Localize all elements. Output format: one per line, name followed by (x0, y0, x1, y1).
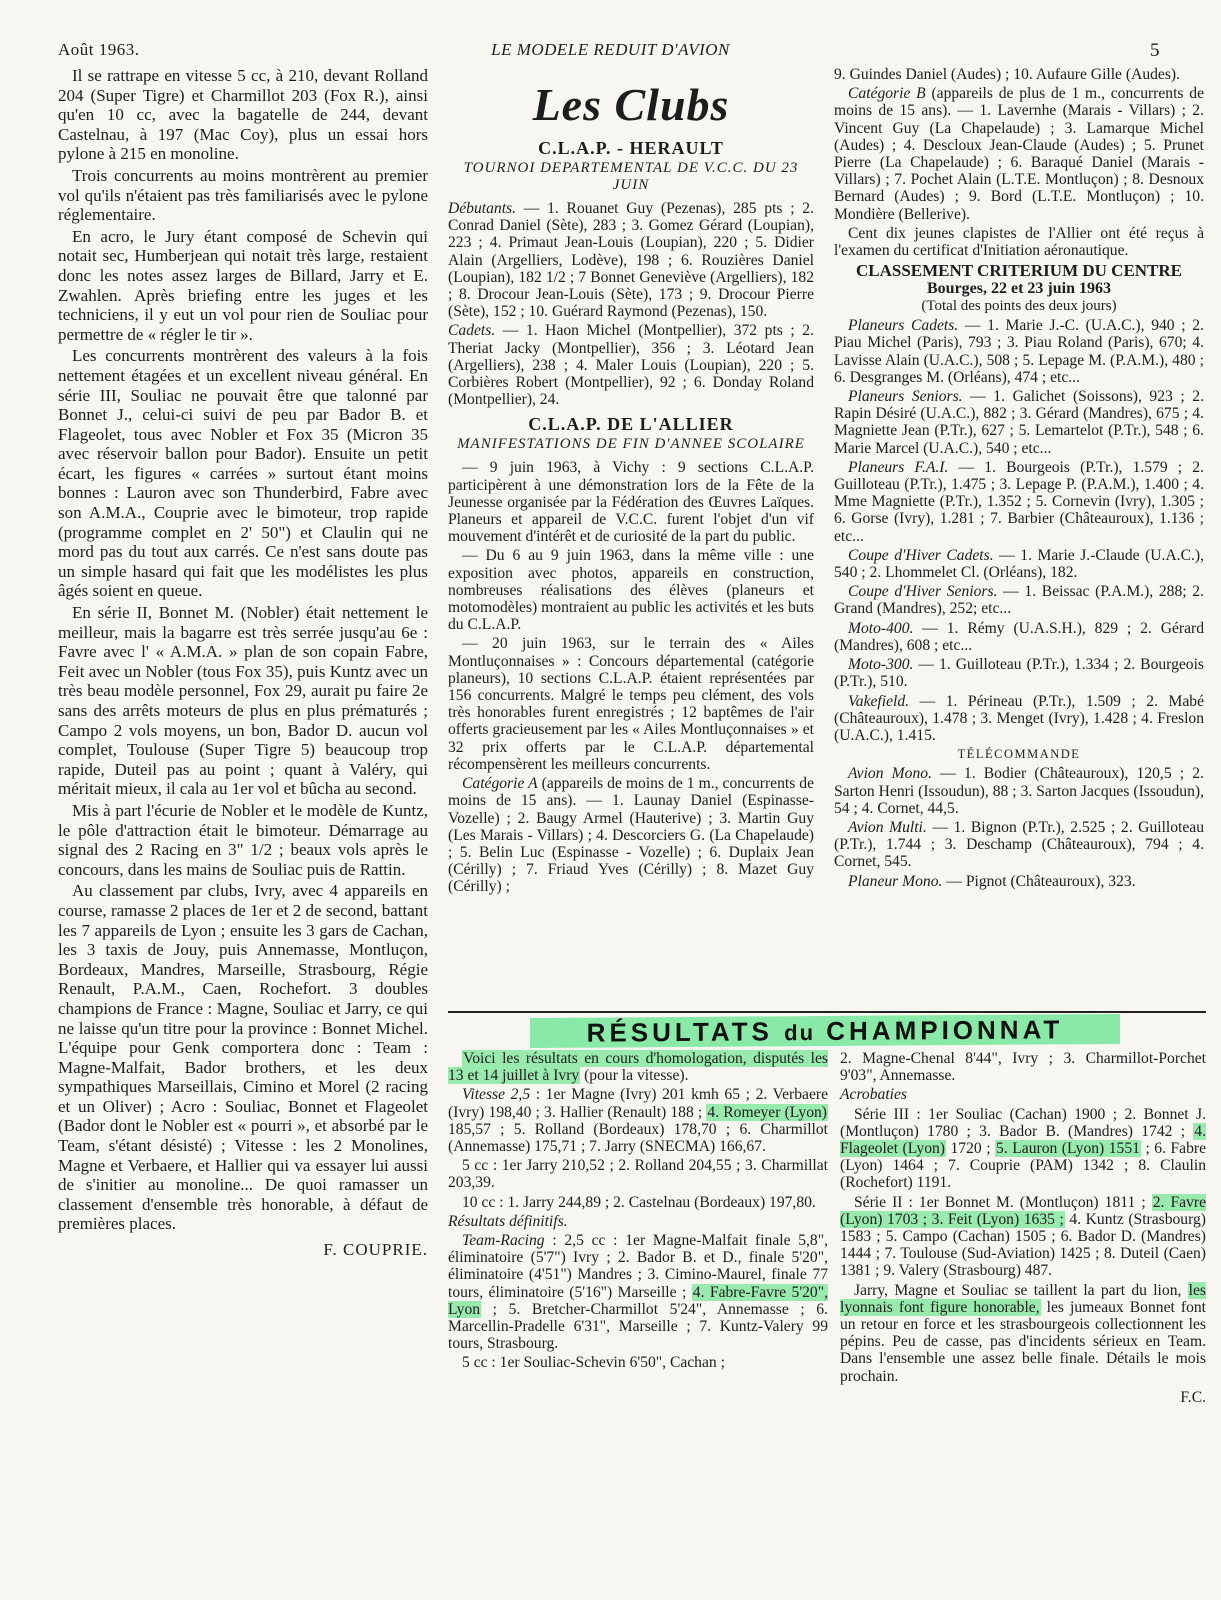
paragraph: Trois concurrents au moins montrèrent au premier vol qu'ils n'étaient pas très familiarisés avec le pylone réglementaire. (58, 165, 428, 225)
results-planeurs-seniors: Planeurs Seniors. — 1. Galichet (Soissons), 923 ; 2. Rapin Désiré (U.A.C.), 882 ; 3. Gérard (Mandres), 675 ; 4. Magniette Jean (P.Tr.), 627 ; 5. Lemartelot (P.Tr.), 548 ; 6. Marie Marcel (U.A.C.), 540 ; etc... (834, 388, 1204, 457)
results-team-racing: Team-Racing : 2,5 cc : 1er Magne-Malfait finale 5,8", éliminatoire (5'7") Ivry ; 2. Bador B. et D., finale 5'20", éliminatoire (4'51") Mandres ; 3. Cimino-Maurel, finale 77 tours, éliminatoire (5'16") Marseille ; 4. Fabre-Favre 5'20", Lyon ; 5. Bretcher-Charmillot 5'24", Annemasse ; 6. Marcellin-Pradelle 6'31", Marseille ; 7. Kuntz-Valery 99 tours, Strasbourg. (448, 1232, 828, 1353)
results-vitesse-5: 5 cc : 1er Jarry 210,52 ; 2. Rolland 204,55 ; 3. Charmillat 203,39. (448, 1157, 828, 1192)
results-serie-2: Série II : 1er Bonnet M. (Montluçon) 1811 ; 2. Favre (Lyon) 1703 ; 3. Feit (Lyon) 1635 ; 4. Kuntz (Strasbourg) 1583 ; 5. Campo (Cachan) 1505 ; 6. Bador D. (Mandres) 1444 ; 7. Toulouse (Sud-Aviation) 1425 ; 8. Duteil (Caen) 1381 ; 9. Valery (Strasbourg) 487. (840, 1193, 1206, 1280)
section-subtitle-allier: MANIFESTATIONS DE FIN D'ANNEE SCOLAIRE (457, 436, 805, 453)
results-coupe-hiver-cadets: Coupe d'Hiver Cadets. — 1. Marie J.-Claude (U.A.C.), 540 ; 2. Lhommelet Cl. (Orléans), 182. (834, 546, 1204, 582)
section-divider (448, 1011, 1206, 1013)
criterium-title: CLASSEMENT CRITERIUM DU CENTRE (855, 261, 1183, 281)
results-serie-3: Série III : 1er Souliac (Cachan) 1900 ; 2. Bonnet J. (Montluçon) 1780 ; 3. Bador B. (Mandres) 1742 ; 4. Flageolet (Lyon) 1720 ; 5. Lauron (Lyon) 1551 ; 6. Fabre (Lyon) 1464 ; 7. Couprie (PAM) 1342 ; 8. Claulin (Rochefort) 1191. (840, 1105, 1206, 1192)
paragraph: Il se rattrape en vitesse 5 cc, à 210, devant Rolland 204 (Super Tigre) et Charmillot 203 (Fox R.), ainsi qu'en 10 cc, avec la bagatelle de 244, devant Castelnau, à 197 (Mac Coy), plus un essai hors pylone à 215 en monoline. (58, 66, 428, 164)
section-title-allier: C.L.A.P. DE L'ALLIER (528, 414, 734, 435)
paragraph: Mis à part l'écurie de Nobler et le modèle de Kuntz, le pôle d'attraction était le bimoteur. Démarrage au signal des 2 Racing en 3" 1/2 ; beaux vols après le concours, dans les mains de Souliac puis de Rattin. (58, 800, 428, 879)
header-date: Août 1963. (58, 40, 140, 59)
results-planeurs-cadets: Planeurs Cadets. — 1. Marie J.-C. (U.A.C.), 940 ; 2. Piau Michel (Paris), 793 ; 3. Piau Roland (Paris), 670; 4. Lavisse Alain (U.A.C.), 508 ; 5. Lepage M. (P.A.M.), 480 ; 6. Desgranges M. (Orléans), 474 ; etc... (834, 317, 1205, 386)
definitive-results-label: Résultats définitifs. (448, 1212, 568, 1230)
paragraph: 9. Guindes Daniel (Audes) ; 10. Aufaure Gille (Audes). (834, 66, 1181, 83)
results-avion-multi: Avion Multi. — 1. Bignon (P.Tr.), 2.525 ; 2. Guilloteau (P.Tr.), 1.744 ; 3. Deschamp (Châteauroux), 794 ; 4. Cornet, 545. (834, 818, 1205, 871)
results-column-left (448, 1050, 828, 1374)
results-team-5cc-cont: 2. Magne-Chenal 8'44", Ivry ; 3. Charmillot-Porchet 9'03", Annemasse. (840, 1050, 1206, 1085)
acrobaties-label: Acrobaties (840, 1086, 907, 1104)
results-categorie-b: Catégorie B (appareils de plus de 1 m., concurrents de moins de 15 ans). — 1. Lavernhe (Marais - Villars) ; 2. Vincent Guy (La Chapelaude) ; 3. Lamarque Michel (Audes) ; 4. Descloux Jean-Claude (Audes) ; 5. Prunet Pierre (La Chapelaude) ; 6. Baraqué Daniel (Marais - Villars) ; 7. Pochet Alain (L.T.E. Montluçon) ; 8. Desnoux Bernard (Audes) ; 9. Bord (L.T.E. Montluçon) ; 10. Mondière (Bellerive). (834, 85, 1204, 223)
results-planeur-mono: Planeur Mono. — Pignot (Châteauroux), 323. (848, 872, 1136, 890)
paragraph: Au classement par clubs, Ivry, avec 4 appareils en course, ramasse 2 places de 1er et 2 de second, battant les 7 appareils de Lyon ; ensuite les 3 gars de Cachan, les 3 taxis de Jouy, puis Annemasse, Montluçon, Bordeaux, Mandres, Marseille, Strasbourg, Régie Renault, P.A.M., Caen, Rochefort. 3 doubles champions de France : Magne, Souliac et Jarry, ce qui ne laisse qu'un titre pour la province : Bonnet Michel. L'équipe pour Genk comportera donc : Team : Magne-Malfait, Bador brothers, et les deux sympathiques Marseillais, Cimino et Morel (2 racing et un Oliver) ; Acro : Souliac, Bonnet et Flageolet (Bador dont le Nobler est « pourri », et absorbé par le Team, s'étant désisté) ; Vitesse : les 2 Monolines, Magne et Verbaere, et Hallier qui va essayer lui aussi de s'initier au monoline... De quoi ramasser un classement d'ensemble très honorable, à défaut de premières places. (58, 881, 428, 1234)
criterium-note: (Total des points des deux jours) (921, 298, 1117, 315)
paragraph: En série II, Bonnet M. (Nobler) était nettement le meilleur, mais la bagarre est très serrée jusqu'au 6e : Favre avec l' « A.M.A. » plan de son copain Fabre, Feit avec un Nobler (tous Fox 35), puis Kuntz avec un très beau modèle personnel, Fox 29, aurait pu faire 2e sans des arrêts moteurs de plus en plus prématurés ; Campo 2 vols moyens, un bon, Bador D. aucun vol complet, Toulouse (Super Tigre 5) beaucoup trop rapide, Duteil pas au point ; quant à Valéry, qui méritait mieux, il cala au 1er vol et bûcha au second. (58, 603, 428, 799)
section-subtitle-herault: TOURNOI DEPARTEMENTAL DE V.C.C. DU 23 JUIN (463, 160, 799, 193)
results-vitesse-25: Vitesse 2,5 : 1er Magne (Ivry) 201 kmh 65 ; 2. Verbaere (Ivry) 198,40 ; 3. Hallier (Renault) 188 ; 4. Romeyer (Lyon) 185,57 ; 5. Rolland (Bordeaux) 178,70 ; 6. Charmillot (Annemasse) 175,71 ; 7. Jarry (SNECMA) 166,67. (448, 1086, 829, 1156)
championnat-banner: RÉSULTATS du CHAMPIONNAT (530, 1014, 1120, 1048)
results-avion-mono: Avion Mono. — 1. Bodier (Châteauroux), 120,5 ; 2. Sarton Henri (Issoudun), 88 ; 3. Sarton Jacques (Issoudun), 54 ; 4. Cornet, 44,5. (834, 765, 1204, 817)
paragraph: Cent dix jeunes clapistes de l'Allier ont été reçus à l'examen du certificat d'Initiation aéronautique. (834, 224, 1204, 260)
results-categorie-a: Catégorie A (appareils de moins de 1 m., concurrents de moins de 15 ans). — 1. Launay Daniel (Espinasse-Vozelle) ; 2. Baugy Armel (Hauterive) ; 3. Martin Guy (Les Marais - Villars) ; 4. Descorciers G. (La Chapelaude) ; 5. Belin Luc (Espinasse - Vozelle) ; 6. Duplaix Jean (Cérilly) ; 7. Friaud Yves (Cérilly) ; 8. Mazet Guy (Cérilly) ; (448, 775, 815, 896)
results-coupe-hiver-seniors: Coupe d'Hiver Seniors. — 1. Beissac (P.A.M.), 288; 2. Grand (Mandres), 252; etc... (834, 583, 1204, 618)
paragraph: — 20 juin 1963, sur le terrain des « Ailes Montluçonnaises » : Concours départemental (catégorie planeurs), 10 sections C.L.A.P. étaient représentées par 156 concurrents. Malgré le temps peu clément, des vols très honorables furent enregistrés ; 12 baptêmes de l'air offerts gracieusement par les « Ailes Montluçonnaises » et 32 prix offerts par le C.L.A.P. départemental récompensèrent les meilleurs concurrents. (448, 635, 814, 773)
results-intro: Voici les résultats en cours d'homologation, disputés les 13 et 14 juillet à Ivry (pour la vitesse). (448, 1050, 828, 1085)
results-conclusion: Jarry, Magne et Souliac se taillent la part du lion, les lyonnais font figure honorable, les jumeaux Bonnet font un retour en force et les strasbourgeois collectionnent les pépins. Peu de casse, pas d'incidents sérieux en Team. Dans l'ensemble une assez belle finale. Détails le mois prochain. (840, 1281, 1207, 1385)
results-wakefield: Vakefield. — 1. Périneau (P.Tr.), 1.509 ; 2. Mabé (Châteauroux), 1.478 ; 3. Menget (Ivry), 1.428 ; 4. Freslon (U.A.C.), 1.415. (834, 692, 1204, 744)
criterium-subtitle: Bourges, 22 et 23 juin 1963 (927, 280, 1111, 298)
criterium-column (834, 66, 1204, 892)
telecommande-heading: TÉLÉCOMMANDE (957, 747, 1081, 762)
article-column-left (58, 66, 428, 1260)
results-planeurs-fai: Planeurs F.A.I. — 1. Bourgeois (P.Tr.), 1.579 ; 2. Guilloteau (P.Tr.), 1.475 ; 3. Lepage P. (P.A.M.), 1.400 ; 4. Mme Magniette (P.Tr.), 1.352 ; 5. Cornevin (Ivry), 1.305 ; 6. Gorse (Ivry), 1.281 ; 7. Barbier (Châteauroux), 1.136 ; etc... (834, 458, 1204, 545)
paragraph: Les concurrents montrèrent des valeurs à la fois nettement étagées et un excellent niveau général. En série III, Souliac ne pouvait être que talonné par Bonnet J., celui-ci suivi de peu par Bador B. et Flageolet, tous avec Nobler et Fox 35 (Micron 35 avec réservoir ballon pour Bador). Ensuite un petit écart, les figures « carrées » surtout étant moins bonnes : Lauron avec son Thunderbird, Fabre avec son A.M.A., Couprie avec le bimoteur, trop rapide (programme complet en 2' 50") et Claulin qui ne mord pas du tout aux carrés. Ce n'est sans doute pas un simple hasard qui fait que les modélistes les plus âgés soient en queue. (58, 346, 428, 601)
results-cadets: Cadets. — 1. Haon Michel (Montpellier), 372 pts ; 2. Theriat Jacky (Montpellier), 356 ; 3. Léotard Jean (Argelliers), 238 ; 4. Maler Louis (Loupian), 220 ; 5. Corbières Robert (Montpellier), 92 ; 6. Donday Roland (Montpellier), 24. (448, 322, 814, 409)
paragraph: — 9 juin 1963, à Vichy : 9 sections C.L.A.P. participèrent à une démonstration lors de la Fête de la Jeunesse organisée par la Fédération des Œuvres Laïques. Planeurs et appareil de V.C.C. furent l'objet d'un vif mouvement d'intérêt et de curiosité de la part du public. (448, 459, 814, 546)
results-moto-300: Moto-300. — 1. Guilloteau (P.Tr.), 1.334 ; 2. Bourgeois (P.Tr.), 510. (834, 656, 1204, 691)
results-team-5cc: 5 cc : 1er Souliac-Schevin 6'50", Cachan ; (462, 1354, 725, 1372)
results-moto-400: Moto-400. — 1. Rémy (U.A.S.H.), 829 ; 2. Gérard (Mandres), 608 ; etc... (834, 619, 1204, 654)
section-title-herault: C.L.A.P. - HERAULT (538, 138, 724, 158)
clubs-column (448, 66, 814, 898)
results-signature: F.C. (1180, 1388, 1206, 1406)
page-number: 5 (1150, 40, 1160, 61)
journal-title: LE MODELE REDUIT D'AVION (491, 40, 730, 59)
results-debutants: Débutants. — 1. Rouanet Guy (Pezenas), 285 pts ; 2. Conrad Daniel (Sète), 283 ; 3. Gomez Gérard (Loupian), 223 ; 4. Primaut Jean-Louis (Loupian), 220 ; 5. Didier Alain (Argelliers, Lodève), 198 ; 6. Rouzières Daniel (Loupian), 182 1/2 ; 7 Bonnet Geneviève (Argelliers), 182 ; 8. Drocour Jean-Louis (Sète), 173 ; 9. Drocour Pierre (Sète), 152 ; 10. Guérard Raymond (Pezenas), 150. (448, 200, 814, 321)
author-signature: F. COUPRIE. (323, 1240, 428, 1260)
results-vitesse-10: 10 cc : 1. Jarry 244,89 ; 2. Castelnau (Bordeaux) 197,80. (462, 1193, 816, 1211)
results-column-right (840, 1050, 1206, 1406)
clubs-heading: Les Clubs (532, 79, 730, 130)
paragraph: — Du 6 au 9 juin 1963, dans la même ville : une exposition avec photos, appareils en construction, nombreuses réalisations des élèves (planeurs et motomodèles) montraient au public les activités et les buts du C.L.A.P. (448, 547, 814, 634)
paragraph: En acro, le Jury étant composé de Schevin qui notait sec, Humberjean qui notait très large, restaient donc les notes assez larges de Billard, Jarry et E. Zwahlen. Après briefing entre les juges et les techniciens, il y eut un vol pour rien de Souliac pour permettre de « régler le tir ». (58, 226, 428, 344)
